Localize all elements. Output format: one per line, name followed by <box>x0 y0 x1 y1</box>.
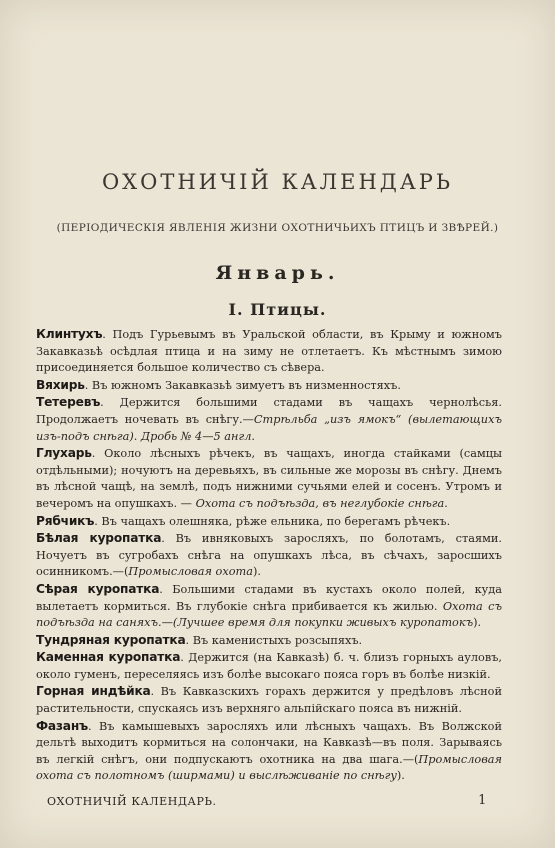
entry-text: . Большими стадами въ кустахъ около полей, куда вылетаетъ кормиться. Въ глубокіе снѣга прибивается къ жилью. <box>36 582 502 613</box>
entry-tundryanaya-kuropatka <box>36 632 502 650</box>
entry-text: . Въ камышевыхъ заросляхъ или лѣсныхъ чащахъ. Въ Волжской дельтѣ выходитъ кормиться на солончаки, на Кавказѣ—въ поля. Зарываясь въ легкій снѣгъ, они подпускаютъ охотника на два шага.—( <box>36 719 502 766</box>
entry-text: . Подъ Гурьевымъ въ Уральской области, въ Крыму и южномъ Закавказьѣ осѣдлая птица и на зиму не отлетаетъ. Къ мѣстнымъ зимою присоединяется большое количество съ сѣвера. <box>36 328 502 375</box>
entry-glukhar <box>36 445 502 512</box>
entry-bird-name: Горная индѣйка <box>36 684 151 699</box>
entry-klintukh <box>36 326 502 377</box>
entry-text: . Около лѣсныхъ рѣчекъ, въ чащахъ, иногда стайками (самцы отдѣльными); ночуютъ на деревьяхъ, въ сильные же морозы въ снѣгу. Днемъ въ лѣсной чащѣ, на землѣ, подъ нижними сучьями елей и сосенъ. Утромъ и вечеромъ на опушкахъ. — <box>36 447 502 510</box>
entry-tail: ). <box>473 616 482 630</box>
entry-italic-note: Охота съ подъѣзда на саняхъ.—(Лучшее время для покупки живыхъ куропатокъ <box>36 599 503 630</box>
entry-bird-name: Каменная куропатка <box>36 650 181 665</box>
entry-bird-name: Вяхирь <box>36 377 85 392</box>
entry-bird-name: Фазанъ <box>36 718 88 733</box>
entry-vyakhir <box>36 377 502 395</box>
section-heading: I. Птицы. <box>228 300 327 319</box>
entry-italic-note: Промысловая охота <box>128 565 253 579</box>
entry-kamennaya-kuropatka <box>36 649 502 683</box>
entry-bird-name: Бѣлая куропатка <box>36 531 162 546</box>
page-title: ОХОТНИЧІЙ КАЛЕНДАРЬ <box>101 170 454 194</box>
entry-text: . Держится большими стадами въ чащахъ чернолѣсья. Продолжаетъ ночевать въ снѣгу.— <box>36 396 502 426</box>
month-heading: Январь. <box>215 262 340 284</box>
entry-bird-name: Сѣрая куропатка <box>36 581 160 596</box>
entry-ryabchik <box>36 513 502 531</box>
entry-seraya-kuropatka <box>36 581 502 632</box>
entry-text: . Въ чащахъ олешняка, рѣже ельника, по берегамъ рѣчекъ. <box>94 514 451 528</box>
entry-tail: ). <box>396 769 405 783</box>
entry-bird-name: Глухарь <box>36 446 92 461</box>
entry-teterev <box>36 394 502 445</box>
entry-text: . Въ Кавказскихъ горахъ держится у предѣловъ лѣсной растительности, спускаясь изъ верхняго альпійскаго пояса въ нижній. <box>36 685 502 716</box>
entry-italic-note: Промысловая охота съ полотномъ (ширмами) и выслѣживаніе по снѣгу <box>36 752 502 783</box>
entry-text: . Держится (на Кавказѣ) б. ч. близъ горныхъ ауловъ, около гуменъ, переселяясь изъ болѣе высокаго пояса горъ въ болѣе низкій. <box>36 651 502 681</box>
page-subtitle: (ПЕРІОДИЧЕСКІЯ ЯВЛЕНІЯ ЖИЗНИ ОХОТНИЧЬИХЪ ПТИЦЪ И ЗВѢРЕЙ.) <box>56 222 499 234</box>
entry-tail: ). <box>252 565 261 579</box>
entry-bird-name: Тундряная куропатка <box>36 632 186 647</box>
entry-italic-note: Охота съ подъѣзда, въ неглубокіе снѣга. <box>195 496 448 510</box>
entry-bird-name: Тетеревъ <box>36 395 101 410</box>
entry-italic-note: Стрѣльба „изъ ямокъ“ (вылетающихъ изъ-подъ снѣга). Дробь № 4—5 англ. <box>36 412 502 443</box>
entry-text: . Въ каменистыхъ розсыпяхъ. <box>185 633 363 647</box>
entry-text: . Въ южномъ Закавказьѣ зимуетъ въ низменностяхъ. <box>84 378 401 392</box>
entry-text: . Въ ивняковыхъ заросляхъ, по болотамъ, стаями. Ночуетъ въ сугробахъ снѣга на опушкахъ лѣса, въ сѣчахъ, заросшихъ осинникомъ.—( <box>36 532 502 579</box>
page-number: 1 <box>478 793 487 808</box>
running-title: ОХОТНИЧІЙ КАЛЕНДАРЬ. <box>47 795 217 808</box>
entry-fazan <box>36 718 502 785</box>
entry-belaya-kuropatka <box>36 530 502 581</box>
entry-bird-name: Клинтухъ <box>36 327 103 341</box>
page-footer <box>47 795 487 808</box>
entry-bird-name: Рябчикъ <box>36 513 95 528</box>
entries-list <box>36 326 502 785</box>
entry-gornaya-indeyka <box>36 683 502 717</box>
